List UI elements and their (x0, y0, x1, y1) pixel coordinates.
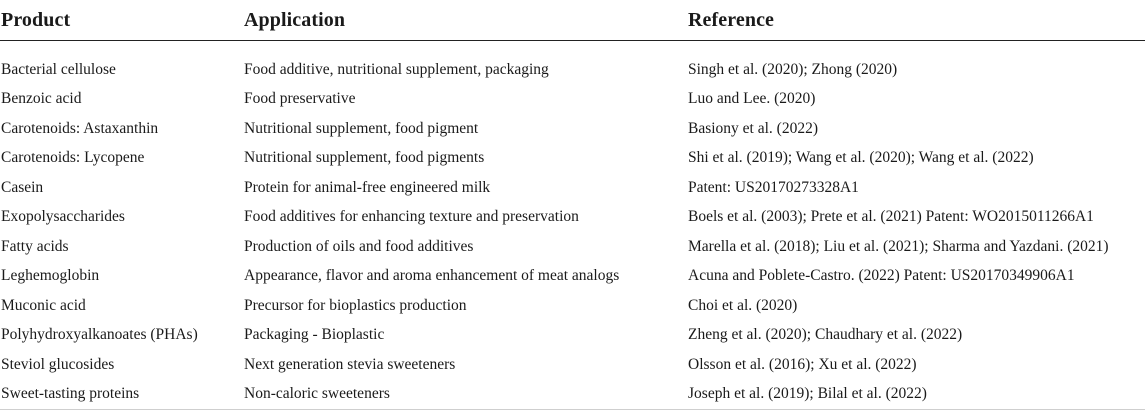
cell-application: Food additive, nutritional supplement, packaging (244, 60, 549, 78)
cell-product: Casein (1, 178, 44, 196)
table-row (0, 291, 1145, 321)
cell-reference: Zheng et al. (2020); Chaudhary et al. (2022) (688, 326, 963, 344)
table-row (0, 144, 1145, 174)
table-row (0, 41, 1145, 85)
cell-product: Leghemoglobin (1, 267, 100, 285)
cell-product: Steviol glucosides (1, 355, 115, 373)
cell-application: Nutritional supplement, food pigments (244, 149, 485, 167)
cell-product: Bacterial cellulose (1, 60, 116, 78)
table-row (0, 380, 1145, 410)
cell-reference: Shi et al. (2019); Wang et al. (2020); Wang et al. (2022) (688, 149, 1034, 167)
cell-reference: Marella et al. (2018); Liu et al. (2021); Sharma and Yazdani. (2021) (688, 237, 1109, 255)
cell-product: Exopolysaccharides (1, 208, 125, 226)
table-row (0, 350, 1145, 380)
table-body (0, 41, 1145, 410)
cell-reference: Choi et al. (2020) (688, 296, 798, 314)
cell-application: Protein for animal-free engineered milk (244, 178, 491, 196)
cell-reference: Luo and Lee. (2020) (688, 90, 816, 108)
cell-application: Precursor for bioplastics production (244, 296, 467, 314)
cell-product: Muconic acid (1, 296, 86, 314)
cell-reference: Acuna and Poblete-Castro. (2022) Patent: US20170349906A1 (688, 267, 1075, 285)
table-row (0, 173, 1145, 203)
table-row (0, 232, 1145, 262)
header-reference: Reference (688, 0, 1145, 41)
header-product: Product (0, 0, 244, 41)
cell-reference: Basiony et al. (2022) (688, 119, 819, 137)
cell-product: Fatty acids (1, 237, 69, 255)
cell-application: Food preservative (244, 90, 356, 108)
cell-reference: Singh et al. (2020); Zhong (2020) (688, 60, 898, 78)
cell-application: Next generation stevia sweeteners (244, 355, 456, 373)
cell-product: Carotenoids: Astaxanthin (1, 119, 159, 137)
cell-product: Benzoic acid (1, 90, 82, 108)
cell-reference: Olsson et al. (2016); Xu et al. (2022) (688, 355, 917, 373)
cell-application: Food additives for enhancing texture and preservation (244, 208, 579, 226)
cell-application: Nutritional supplement, food pigment (244, 119, 479, 137)
cell-product: Polyhydroxyalkanoates (PHAs) (1, 326, 198, 344)
cell-product: Carotenoids: Lycopene (1, 149, 145, 167)
table-row (0, 203, 1145, 233)
cell-application: Production of oils and food additives (244, 237, 474, 255)
cell-application: Appearance, flavor and aroma enhancement of meat analogs (244, 267, 620, 285)
table-row (0, 85, 1145, 115)
cell-reference: Patent: US20170273328A1 (688, 178, 859, 196)
header-application: Application (244, 0, 688, 41)
cell-product: Sweet-tasting proteins (0, 380, 244, 410)
cell-application: Packaging - Bioplastic (244, 326, 385, 344)
table-row (0, 114, 1145, 144)
table-row (0, 262, 1145, 292)
cell-application: Non-caloric sweeteners (244, 380, 688, 410)
table-header (0, 0, 1145, 41)
header-row (0, 0, 1145, 41)
table-row (0, 321, 1145, 351)
cell-reference: Boels et al. (2003); Prete et al. (2021) Patent: WO2015011266A1 (688, 208, 1094, 226)
cell-reference: Joseph et al. (2019); Bilal et al. (2022) (688, 380, 1145, 410)
